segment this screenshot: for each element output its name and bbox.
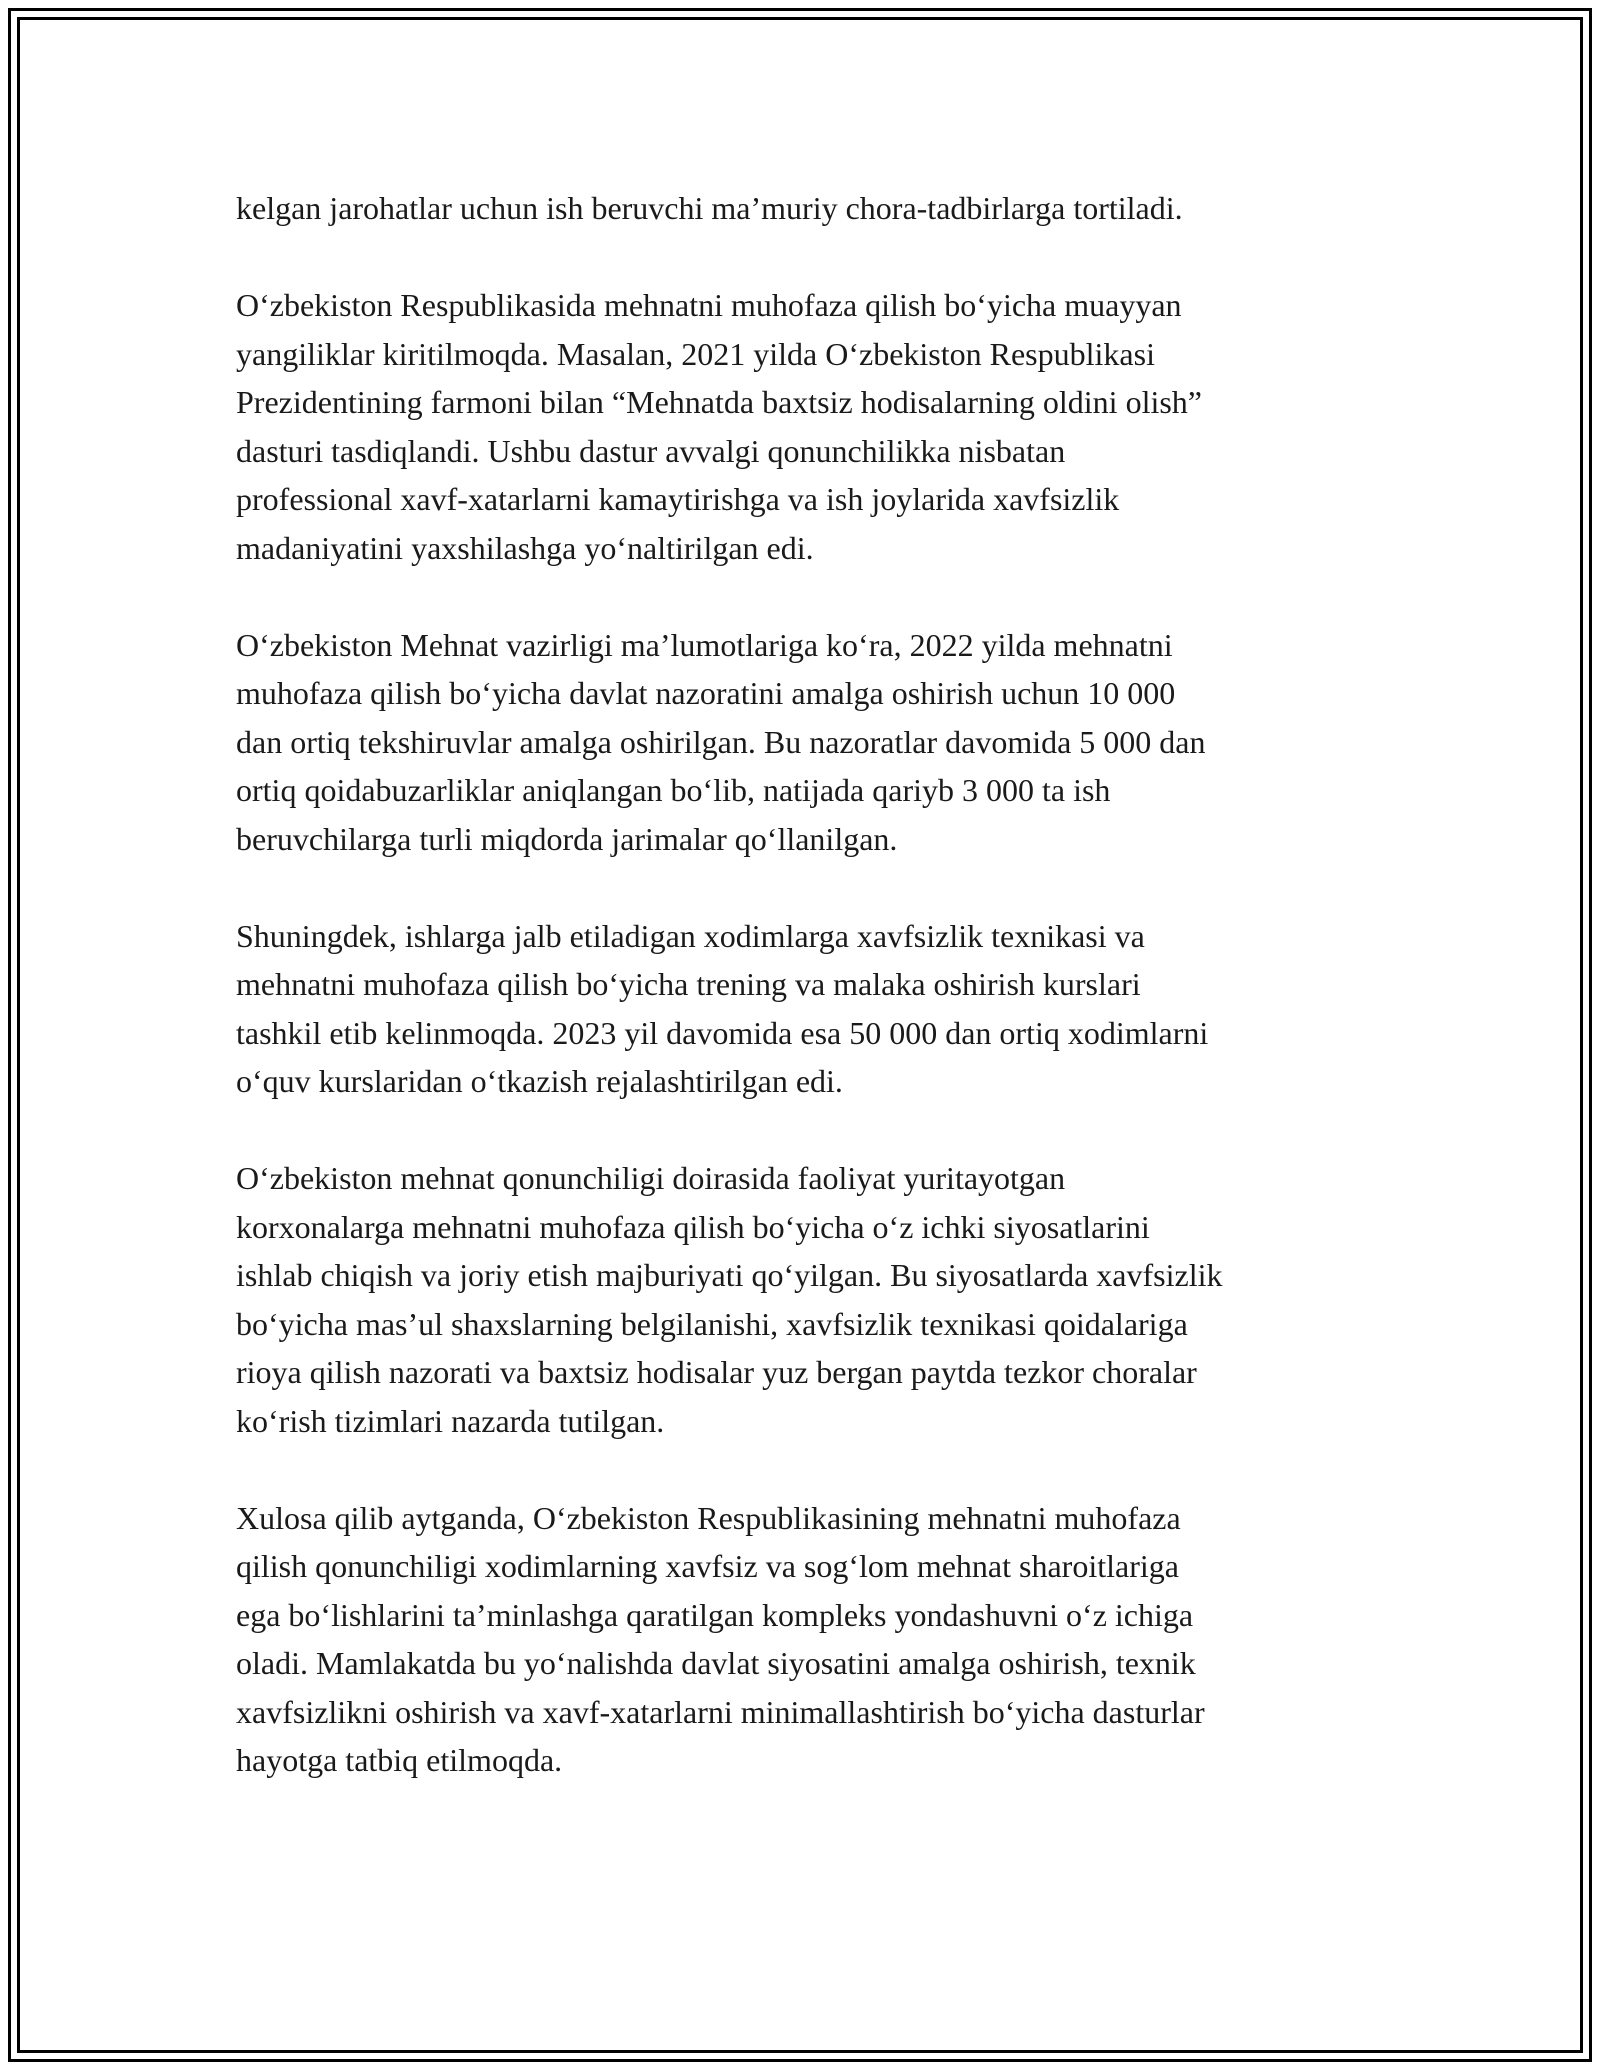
paragraph-ministry-statistics: O‘zbekiston Mehnat vazirligi ma’lumotlariga ko‘ra, 2022 yilda mehnatni muhofaza qilish bo‘yicha davlat nazoratini amalga oshirish uchun 10 000 dan ortiq tekshiruvlar amalga oshirilgan. Bu nazoratlar davomida 5 000 dan ortiq qoidabuzarliklar aniqlangan bo‘lib, natijada qariyb 3 000 ta ish beruvchilarga turli miqdorda jarimalar qo‘llanilgan. xyxy=(236,626,1206,857)
paragraph-new-developments: O‘zbekiston Respublikasida mehnatni muhofaza qilish bo‘yicha muayyan yangiliklar kiritilmoqda. Masalan, 2021 yilda O‘zbekiston Respublikasi Prezidentining farmoni bilan “Mehnatda baxtsiz hodisalarning oldini olish” dasturi tasdiqlandi. Ushbu dastur avvalgi qonunchilikka nisbatan professional xavf-xatarlarni kamaytirishga va ish joylarida xavfsizlik madaniyatini yaxshilashga yo‘naltirilgan edi. xyxy=(236,287,1202,566)
paragraph-conclusion: Xulosa qilib aytganda, O‘zbekiston Respublikasining mehnatni muhofaza qilish qonunchiligi xodimlarning xavfsiz va sog‘lom mehnat sharoitlariga ega bo‘lishlarini ta’minlashga qaratilgan kompleks yondashuvni o‘z ichiga oladi. Mamlakatda bu yo‘nalishda davlat siyosatini amalga oshirish, texnik xavfsizlikni oshirish va xavf-xatarlarni minimallashtirish bo‘yicha dasturlar hayotga tatbiq etilmoqda. xyxy=(236,1499,1205,1778)
document-body xyxy=(236,184,1376,1833)
paragraph-training-courses: Shuningdek, ishlarga jalb etiladigan xodimlarga xavfsizlik texnikasi va mehnatni muhofaza qilish bo‘yicha trening va malaka oshirish kurslari tashkil etib kelinmoqda. 2023 yil davomida esa 50 000 dan ortiq xodimlarni o‘quv kurslaridan o‘tkazish rejalashtirilgan edi. xyxy=(236,917,1209,1099)
paragraph-internal-policies: O‘zbekiston mehnat qonunchiligi doirasida faoliyat yuritayotgan korxonalarga mehnatni muhofaza qilish bo‘yicha o‘z ichki siyosatlarini ishlab chiqish va joriy etish majburiyati qo‘yilgan. Bu siyosatlarda xavfsizlik bo‘yicha mas’ul shaxslarning belgilanishi, xavfsizlik texnikasi qoidalariga rioya qilish nazorati va baxtsiz hodisalar yuz bergan paytda tezkor choralar ko‘rish tizimlari nazarda tutilgan. xyxy=(236,1160,1223,1439)
paragraph-continuation: kelgan jarohatlar uchun ish beruvchi ma’muriy chora-tadbirlarga tortiladi. xyxy=(236,190,1183,226)
